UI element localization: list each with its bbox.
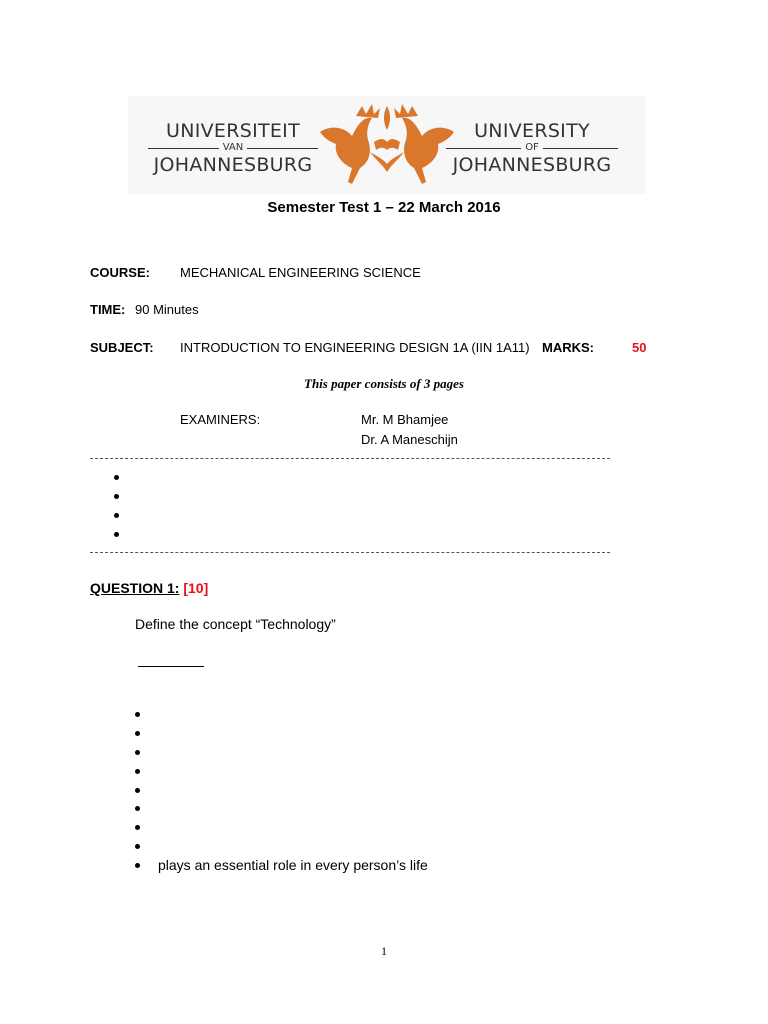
answer-bullet — [135, 863, 140, 868]
test-title: Semester Test 1 – 22 March 2016 — [267, 199, 501, 216]
logo-right-mid: OF — [525, 142, 539, 153]
answer-underline — [138, 666, 204, 667]
logo-left-line2: JOHANNESBURG — [153, 154, 313, 176]
answer-bullet — [135, 750, 140, 755]
logo-afrikaans-name — [148, 120, 318, 176]
hoopoe-emblem-icon — [312, 102, 462, 188]
logo-left-line1: UNIVERSITEIT — [165, 120, 300, 142]
pages-note: This paper consists of 3 pages — [304, 376, 464, 391]
logo-left-mid: VAN — [222, 142, 244, 153]
examiner-1: Mr. M Bhamjee — [361, 412, 449, 427]
answer-bullet — [135, 731, 140, 736]
answer-bullet — [135, 825, 140, 830]
instruction-bullet — [114, 494, 119, 499]
subject-label: SUBJECT: — [90, 340, 154, 355]
answer-item-text: plays an essential role in every person’s life — [158, 857, 428, 873]
university-logo — [128, 96, 646, 194]
answer-bullet — [135, 769, 140, 774]
page-number: 1 — [381, 944, 387, 958]
marks-label: MARKS: — [542, 340, 594, 355]
answer-bullet — [135, 788, 140, 793]
examiner-2: Dr. A Maneschijn — [361, 432, 458, 447]
question-1-heading — [90, 580, 208, 596]
logo-english-name — [446, 120, 618, 176]
logo-right-line2: JOHANNESBURG — [452, 154, 612, 176]
divider-bottom — [90, 552, 610, 553]
answer-bullet — [135, 806, 140, 811]
question-1-label: QUESTION 1: — [90, 580, 180, 596]
instruction-bullet — [114, 475, 119, 480]
divider-top — [90, 458, 610, 459]
answer-bullet — [135, 844, 140, 849]
course-label: COURSE: — [90, 265, 150, 280]
examiners-label: EXAMINERS: — [180, 412, 261, 427]
time-value: 90 Minutes — [135, 302, 199, 317]
course-value: MECHANICAL ENGINEERING SCIENCE — [180, 265, 421, 280]
subject-value: INTRODUCTION TO ENGINEERING DESIGN 1A (IIN 1A11) — [180, 340, 530, 355]
question-1-marks: [10] — [183, 580, 209, 596]
logo-right-line1: UNIVERSITY — [474, 120, 590, 142]
instruction-bullet — [114, 513, 119, 518]
answer-bullet — [135, 712, 140, 717]
instruction-bullet — [114, 532, 119, 537]
question-1-prompt: Define the concept “Technology” — [135, 616, 336, 632]
marks-value: 50 — [632, 340, 647, 355]
time-label: TIME: — [90, 302, 126, 317]
